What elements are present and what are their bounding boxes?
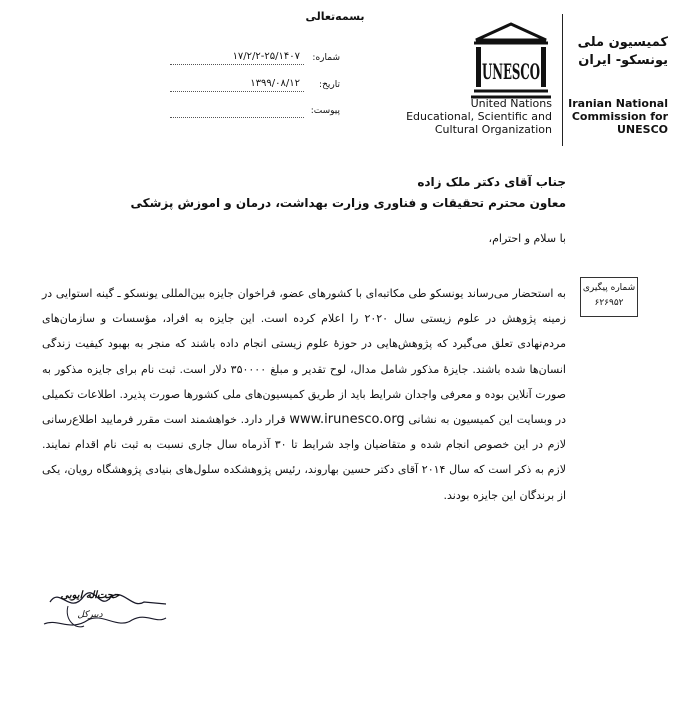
commission-name-en [568,97,668,136]
tracking-value: ۶۲۶۹۵۲ [594,298,624,308]
un-line: United Nations [470,97,552,110]
commission-en-line: UNESCO [617,123,668,136]
letter-body [42,281,566,508]
body-text-part2: قرار دارد. خواهشمند است مقرر فرمایید اطلاع‌رسانی لازم در این خصوص انجام شده و متقاضیان واجد شرایط تا ۳۰ آذرماه سال جاری نسبت به ثبت نام اقدام نمایند. لازم به ذکر است که سال ۲۰۱۴ آقای دکتر حسین بهاروند، رئیس پژوهشکده سلول‌های بنیادی پژوهشگاه رویان، یکی از برندگان این جایزه بودند. [42,413,566,502]
tracking-number-box [580,277,638,317]
un-line: Educational, Scientific and [406,110,552,123]
commission-name-fa [568,34,668,70]
signatory-title: دبیرکل [77,610,103,620]
bismillah-heading: بسمه‌تعالی [305,10,365,23]
addressee-block [60,172,566,214]
letter-attachment-label: پیوست: [310,106,340,116]
letter-date-dotted-line [170,91,304,92]
letter-date-row [170,80,340,96]
letter-number-row [170,53,340,69]
letter-date-label: تاریخ: [319,80,340,90]
un-line: Cultural Organization [434,123,552,136]
un-organization-name [400,97,552,136]
letter-attachment-dotted-line [170,117,304,118]
letter-number-value: ۱۷/۲/۲-۲۵/۱۴۰۷ [232,51,300,62]
tracking-label: شماره پیگیری [582,283,636,293]
header-divider [562,14,563,146]
greeting: با سلام و احترام، [488,232,566,245]
letter-date-value: ۱۳۹۹/۰۸/۱۲ [250,78,300,89]
letter-number-label: شماره: [312,53,340,63]
addressee-position: معاون محترم تحقیقات و فناوری وزارت بهداشت، درمان و اموزش پزشکی [130,196,566,210]
commission-en-line: Iranian National [568,97,668,110]
unesco-temple-logo-icon [470,22,552,100]
letter-number-dotted-line [170,64,304,65]
letter-attachment-row [170,106,340,122]
addressee-name: جناب آقای دکتر ملک زاده [417,175,566,189]
website-link[interactable]: www.irunesco.org [289,412,405,428]
body-text-part1: به استحضار می‌رساند یونسکو طی مکاتبه‌ای با کشورهای عضو، فراخوان جایزه بین‌المللی یونسکو ـ گینه استوایی در زمینه پژوهش در علوم زیستی سال ۲۰۲۰ را اعلام کرده است. این جایزه به افراد، مؤسسات و سازمان‌های مردم‌نهادی تعلق می‌گیرد که پژوهش‌هایی در حوزهٔ علوم زیستی انجام داده باشند که منجر به بهبود کیفیت زندگی انسان‌ها شده باشند. جایزهٔ مذکور شامل مدال، لوح تقدیر و مبلغ ۳۵۰۰۰۰ دلار است. ثبت نام برای جایزه مذکور به صورت آنلاین بوده و معرفی واجدان شرایط باید از طریق کمیسیون‌های ملی کشورها صورت پذیرد. اطلاعات تکمیلی در وبسایت این کمیسیون به نشانی [42,287,567,427]
commission-fa-line: کمیسیون ملی [577,35,668,50]
signatory-name: حجت‌اله ایوبی [60,590,120,601]
commission-fa-line: یونسکو- ایران [578,53,668,68]
unesco-wordmark: UNESCO [482,59,540,84]
commission-en-line: Commission for [571,110,668,123]
